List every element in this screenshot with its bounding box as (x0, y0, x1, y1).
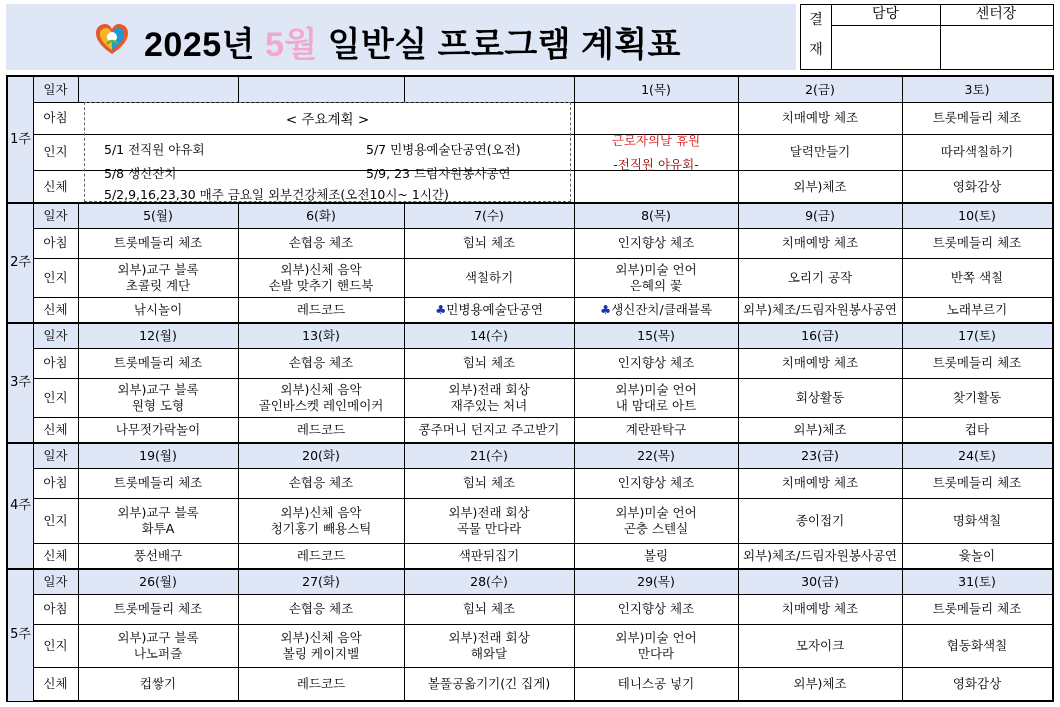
activity-cell: 트롯메들리 체조 (932, 235, 1022, 251)
activity-cell: 외부)전래 회상 해와달 (448, 629, 530, 661)
holiday-title: 근로자의날 휴원 (611, 132, 701, 148)
activity-cell: 치매예방 체조 (781, 235, 859, 251)
date-cell: 29(목) (637, 573, 675, 589)
column-divider (738, 77, 739, 203)
activity-cell: 반쪽 색칠 (950, 269, 1004, 285)
column-divider (33, 323, 34, 443)
column-divider (574, 203, 575, 323)
activity-cell: 손협응 체조 (288, 235, 354, 251)
activity-cell: 색판뒤집기 (458, 548, 520, 564)
row-label-morning: 아침 (43, 601, 68, 617)
row-label-morning: 아침 (43, 235, 68, 251)
activity-cell: 찾기활동 (952, 389, 1002, 405)
row-divider (33, 624, 1052, 625)
activity-cell: 외부)교구 블록 나노퍼즐 (117, 629, 199, 661)
activity-cell: 외부)교구 블록 화투A (117, 504, 199, 536)
week-label: 3주 (8, 323, 33, 443)
activity-cell: 따라색칠하기 (940, 144, 1014, 160)
row-divider (33, 228, 1052, 229)
row-label-date: 일자 (43, 447, 68, 463)
row-label-cognitive: 인지 (43, 512, 68, 528)
activity-cell: 나무젓가락놀이 (115, 422, 201, 438)
date-cell: 19(월) (139, 447, 177, 463)
approval-box (800, 4, 1054, 70)
activity-cell: 손협응 체조 (288, 475, 354, 491)
date-cell: 22(목) (637, 447, 675, 463)
main-plan-item: 5/9, 23 드림자원봉사공연 (366, 166, 511, 181)
approval-director-signature-box[interactable] (941, 26, 1052, 68)
heart-logo-icon (94, 22, 130, 58)
date-cell: 12(월) (139, 327, 177, 343)
main-plan-item: 5/1 전직원 야유회 (104, 142, 205, 157)
week-label: 4주 (8, 443, 33, 569)
activity-cell: 종이접기 (795, 512, 845, 528)
column-divider (78, 443, 79, 569)
week-label: 5주 (8, 569, 33, 701)
activity-cell: 외부)체조 (793, 178, 847, 194)
activity-cell: 힘뇌 체조 (462, 475, 516, 491)
activity-cell: 트롯메들리 체조 (113, 601, 203, 617)
activity-cell: 외부)신체 음악 손발 맞추기 핸드북 (268, 261, 374, 293)
activity-cell: 트롯메들리 체조 (113, 235, 203, 251)
activity-cell: 외부)미술 언어 만다라 (615, 629, 697, 661)
date-cell: 28(수) (470, 573, 508, 589)
row-label-cognitive: 인지 (43, 389, 68, 405)
date-cell: 24(토) (958, 447, 996, 463)
activity-cell: 트롯메들리 체조 (932, 601, 1022, 617)
column-divider (78, 203, 79, 323)
activity-cell: 외부)신체 음악 청기홍기 빼용스틱 (270, 504, 372, 536)
holiday-subtitle: -전직원 야유회- (613, 156, 699, 172)
activity-cell: 외부)체조 (793, 422, 847, 438)
row-label-date: 일자 (43, 327, 68, 343)
column-divider (574, 443, 575, 569)
date-cell: 31(토) (958, 573, 996, 589)
column-divider (738, 569, 739, 701)
activity-text: 생신잔치/클래블록 (611, 302, 713, 318)
date-cell: 27(화) (302, 573, 340, 589)
column-divider (574, 569, 575, 701)
approval-manager-signature-box[interactable] (832, 26, 939, 68)
main-plan-item: 5/7 민병용예술단공연(오전) (366, 142, 521, 157)
activity-cell: 외부)미술 언어 내 맘대로 아트 (615, 381, 697, 413)
club-icon: ♣ (599, 302, 612, 318)
date-cell: 21(수) (470, 447, 508, 463)
column-divider (238, 443, 239, 569)
club-icon: ♣ (435, 302, 447, 318)
row-label-physical: 신체 (43, 676, 68, 692)
date-cell: 14(수) (470, 327, 508, 343)
date-cell: 20(화) (302, 447, 340, 463)
activity-cell: 외부)미술 언어 은혜의 꽃 (615, 261, 697, 293)
row-label-date: 일자 (43, 81, 68, 97)
column-divider (902, 77, 903, 203)
approval-label-2: 재 (809, 42, 823, 59)
activity-cell: 레드코드 (296, 422, 346, 438)
activity-cell: 외부)전래 회상 재주있는 처녀 (448, 381, 530, 413)
activity-cell: 회상활동 (795, 389, 845, 405)
approval-label-1: 결 (809, 12, 823, 29)
row-divider (33, 667, 1052, 668)
column-divider (404, 203, 405, 323)
week-divider (8, 442, 1052, 444)
activity-cell: 치매예방 체조 (781, 110, 859, 126)
activity-cell: 힘뇌 체조 (462, 355, 516, 371)
activity-cell: 윷놀이 (958, 548, 996, 564)
date-cell: 10(토) (958, 207, 996, 223)
row-label-morning: 아침 (43, 355, 68, 371)
date-cell: 1(목) (641, 81, 671, 97)
column-divider (238, 323, 239, 443)
activity-cell (404, 297, 574, 323)
activity-cell: 인지향상 체조 (617, 235, 695, 251)
activity-cell: 외부)미술 언어 곤충 스텐실 (615, 504, 697, 536)
activity-cell: 레드코드 (296, 676, 346, 692)
activity-cell: 외부)전래 회상 곡물 만다라 (448, 504, 530, 536)
column-divider (33, 569, 34, 701)
activity-cell: 외부)신체 음악 볼링 케이지벨 (280, 629, 362, 661)
column-divider (902, 569, 903, 701)
column-divider (738, 323, 739, 443)
column-divider (238, 77, 239, 102)
approval-director-label: 센터장 (975, 6, 1017, 23)
date-cell: 9(금) (805, 207, 835, 223)
activity-cell: 트롯메들리 체조 (113, 475, 203, 491)
approval-manager-label: 담당 (871, 6, 900, 23)
activity-cell: 힘뇌 체조 (462, 235, 516, 251)
activity-cell: 외부)체조/드림자원봉사공연 (743, 548, 897, 564)
column-divider (902, 203, 903, 323)
row-divider (33, 258, 1052, 259)
activity-cell: 인지향상 체조 (617, 355, 695, 371)
main-plan-item: 5/2,9,16,23,30 매주 금요일 외부건강체조(오전10시~ 1시간) (104, 187, 449, 202)
date-cell: 2(금) (805, 81, 835, 97)
column-divider (33, 443, 34, 569)
date-cell: 13(화) (302, 327, 340, 343)
column-divider (78, 77, 79, 102)
column-divider (78, 323, 79, 443)
activity-cell: 영화감상 (952, 676, 1002, 692)
activity-cell: 손협응 체조 (288, 601, 354, 617)
activity-cell: 트롯메들리 체조 (932, 475, 1022, 491)
column-divider (738, 443, 739, 569)
activity-cell: 트롯메들리 체조 (932, 355, 1022, 371)
column-divider (78, 569, 79, 701)
date-cell: 15(목) (637, 327, 675, 343)
activity-text: 민병용예술단공연 (446, 302, 543, 318)
activity-cell: 오리기 공작 (787, 269, 853, 285)
column-divider (574, 323, 575, 443)
date-cell: 5(월) (143, 207, 173, 223)
date-cell: 7(수) (474, 207, 504, 223)
title-bar (6, 4, 796, 70)
week-label: 2주 (8, 203, 33, 323)
page-title: 2025년 5월 일반실 프로그램 계획표 (144, 26, 681, 64)
activity-cell: 치매예방 체조 (781, 475, 859, 491)
activity-cell: 외부)교구 블록 초콜릿 계단 (117, 261, 199, 293)
activity-cell: 레드코드 (296, 302, 346, 318)
activity-cell: 트롯메들리 체조 (932, 110, 1022, 126)
column-divider (404, 77, 405, 102)
row-divider (33, 417, 1052, 418)
row-label-cognitive: 인지 (43, 269, 68, 285)
activity-cell (574, 297, 738, 323)
activity-cell: 외부)신체 음악 골인바스켓 레인메이커 (258, 381, 384, 413)
row-label-physical: 신체 (43, 548, 68, 564)
column-divider (404, 443, 405, 569)
activity-cell: 외부)체조/드림자원봉사공연 (743, 302, 897, 318)
row-label-morning: 아침 (43, 475, 68, 491)
activity-cell: 컵타 (964, 422, 990, 438)
week-divider (8, 322, 1052, 324)
column-divider (404, 323, 405, 443)
column-divider (902, 323, 903, 443)
activity-cell: 인지향상 체조 (617, 475, 695, 491)
activity-cell: 콩주머니 던지고 주고받기 (418, 422, 560, 438)
main-plan-box (84, 102, 571, 202)
row-label-cognitive: 인지 (43, 144, 68, 160)
activity-cell: 낚시놀이 (133, 302, 183, 318)
activity-cell: 볼풀공옮기기(긴 집게) (427, 676, 551, 692)
column-divider (238, 203, 239, 323)
row-divider (33, 498, 1052, 499)
activity-cell: 컵쌓기 (139, 676, 177, 692)
activity-cell: 모자이크 (795, 637, 845, 653)
activity-cell: 인지향상 체조 (617, 601, 695, 617)
row-label-date: 일자 (43, 207, 68, 223)
activity-cell: 계란판탁구 (625, 422, 687, 438)
date-cell: 6(화) (306, 207, 336, 223)
activity-cell: 트롯메들리 체조 (113, 355, 203, 371)
activity-cell: 영화감상 (952, 178, 1002, 194)
row-label-morning: 아침 (43, 110, 68, 126)
column-divider (238, 569, 239, 701)
row-divider (33, 543, 1052, 544)
column-divider (33, 203, 34, 323)
row-label-cognitive: 인지 (43, 637, 68, 653)
activity-cell: 풍선배구 (133, 548, 183, 564)
date-cell: 23(금) (801, 447, 839, 463)
holiday-note (574, 102, 738, 203)
date-cell: 8(목) (641, 207, 671, 223)
row-divider (33, 297, 1052, 298)
column-divider (404, 569, 405, 701)
main-plan-item: 5/8 생신잔치 (104, 166, 177, 181)
activity-cell: 달력만들기 (789, 144, 851, 160)
activity-cell: 색칠하기 (464, 269, 514, 285)
column-divider (738, 203, 739, 323)
row-label-physical: 신체 (43, 422, 68, 438)
activity-cell: 힘뇌 체조 (462, 601, 516, 617)
date-cell: 30(금) (801, 573, 839, 589)
activity-cell: 레드코드 (296, 548, 346, 564)
activity-cell: 손협응 체조 (288, 355, 354, 371)
row-divider (33, 378, 1052, 379)
activity-cell: 볼링 (643, 548, 669, 564)
week-label: 1주 (8, 77, 33, 203)
activity-cell: 외부)교구 블록 원형 도형 (117, 381, 199, 413)
activity-cell: 테니스공 넣기 (617, 676, 695, 692)
row-label-date: 일자 (43, 573, 68, 589)
row-divider (33, 594, 1052, 595)
date-cell: 17(토) (958, 327, 996, 343)
activity-cell: 명화색칠 (952, 512, 1002, 528)
activity-cell: 노래부르기 (946, 302, 1008, 318)
row-label-physical: 신체 (43, 178, 68, 194)
program-schedule-table (6, 75, 1054, 702)
activity-cell: 협동화색칠 (946, 637, 1008, 653)
main-plan-title: < 주요계획 > (285, 112, 370, 128)
row-label-physical: 신체 (43, 302, 68, 318)
activity-cell: 외부)체조 (793, 676, 847, 692)
date-cell: 16(금) (801, 327, 839, 343)
column-divider (33, 77, 34, 203)
row-divider (33, 348, 1052, 349)
date-cell: 3토) (964, 81, 990, 97)
date-cell: 26(월) (139, 573, 177, 589)
column-divider (902, 443, 903, 569)
week-divider (8, 568, 1052, 570)
row-divider (33, 468, 1052, 469)
activity-cell: 치매예방 체조 (781, 601, 859, 617)
activity-cell: 치매예방 체조 (781, 355, 859, 371)
